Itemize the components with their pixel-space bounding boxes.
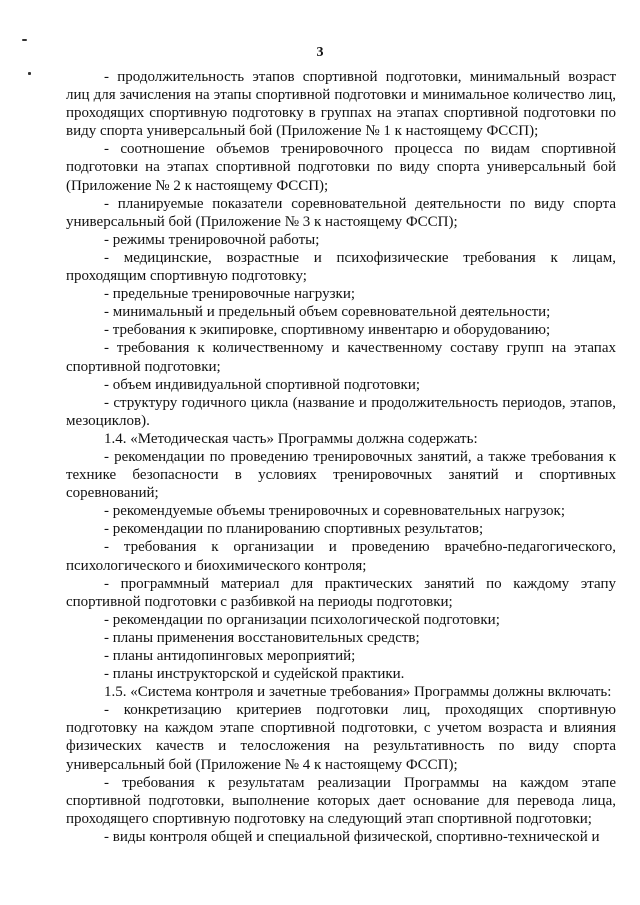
section-heading: 1.4. «Методическая часть» Программы должна содержать: [104,430,478,447]
list-item: - продолжительность этапов спортивной подготовки, минимальный возраст лиц для зачисления на этапы спортивной подготовки и минимальное количество лиц, проходящих спортивную подготовку в группах на этапах спортивной подготовки по виду спорта универсальный бой (Приложение № 1 к настоящему ФССП); [66,69,616,140]
list-item: - планируемые показатели соревновательной деятельности по виду спорта универсальный бой (Приложение № 3 к настоящему ФССП); [66,195,616,230]
document-body [66,68,616,846]
list-item: - рекомендации по организации психологической подготовки; [104,611,500,628]
list-item: - программный материал для практических занятий по каждому этапу спортивной подготовки с разбивкой на периоды подготовки; [66,575,616,610]
list-item: - медицинские, возрастные и психофизические требования к лицам, проходящим спортивную подготовку; [66,249,616,285]
list-item: - требования к количественному и качественному составу групп на этапах спортивной подготовки; [66,340,616,375]
page-number: 3 [316,45,324,60]
list-item: - планы инструкторской и судейской практики. [104,666,405,683]
list-item: - требования к экипировке, спортивному инвентарю и оборудованию; [104,322,551,339]
list-item: - минимальный и предельный объем соревновательной деятельности; [104,304,551,321]
scan-mark-bottom [28,72,31,75]
list-item: - планы применения восстановительных средств; [104,629,420,646]
list-item: - объем индивидуальной спортивной подготовки; [104,376,421,393]
list-item: - рекомендуемые объемы тренировочных и соревновательных нагрузок; [104,503,566,520]
scan-mark-top [22,39,27,41]
list-item: - предельные тренировочные нагрузки; [104,286,356,303]
list-item: - структуру годичного цикла (название и продолжительность периодов, этапов, мезоциклов). [66,394,616,429]
list-item: - конкретизацию критериев подготовки лиц, проходящих спортивную подготовку на каждом этапе спортивной подготовки, с учетом возраста и влияния физических качеств и телосложения на результативность по виду спорта универсальный бой (Приложение № 4 к настоящему ФССП); [66,702,616,773]
list-item: - требования к результатам реализации Программы на каждом этапе спортивной подготовки, выполнение которых дает основание для перевода лица, проходящего спортивную подготовку на следующий этап спортивной подготовки; [66,774,616,827]
section-heading: 1.5. «Система контроля и зачетные требования» Программы должны включать: [104,684,612,701]
list-item: - режимы тренировочной работы; [104,231,320,248]
list-item: - виды контроля общей и специальной физической, спортивно-технической и [104,828,600,845]
list-item: - рекомендации по планированию спортивных результатов; [104,521,484,538]
list-item: - соотношение объемов тренировочного процесса по видам спортивной подготовки на этапах спортивной подготовки по виду спорта универсальный бой (Приложение № 2 к настоящему ФССП); [66,141,616,194]
list-item: - рекомендации по проведению тренировочных занятий, а также требования к технике безопасности в условиях тренировочных занятий и спортивных соревнований; [66,448,616,502]
list-item: - требования к организации и проведению врачебно-педагогического, психологического и биохимического контроля; [66,539,616,574]
list-item: - планы антидопинговых мероприятий; [104,648,356,664]
